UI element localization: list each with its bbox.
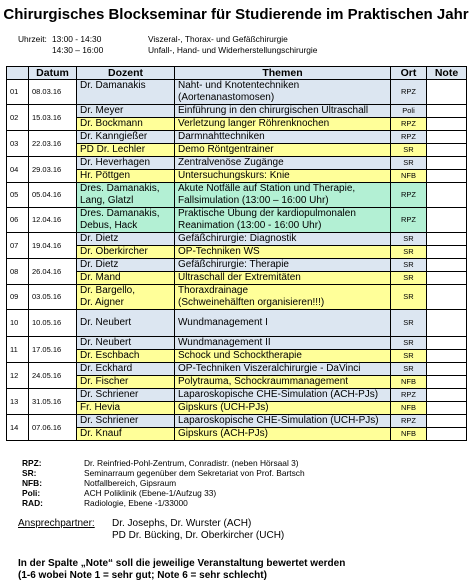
topic-text: Untersuchungskurs: Knie: [178, 170, 290, 181]
location-cell: RPZ: [391, 415, 427, 428]
table-row: [7, 415, 467, 428]
location-cell: SR: [391, 272, 427, 285]
topic-text: OP-Techniken Viszeralchirurgie - DaVinci: [178, 363, 361, 374]
legend-value: Dr. Reinfried-Pohl-Zentrum, Conradistr. (neben Hörsaal 3): [84, 458, 299, 468]
location-cell: NFB: [391, 428, 427, 441]
topic-text: Verletzung langer Röhrenknochen: [178, 118, 330, 129]
lecturer-cell: [77, 144, 175, 157]
lecturer-cell: [77, 208, 175, 233]
topic-cell: [175, 208, 391, 233]
topic-text: Einführung in den chirurgischen Ultraschall: [178, 105, 369, 116]
lecturer-cell: [77, 402, 175, 415]
lecturer-cell: [77, 157, 175, 170]
grade-cell[interactable]: [427, 415, 467, 428]
grade-cell[interactable]: [427, 118, 467, 131]
lecturer-cell: [77, 131, 175, 144]
topic-text: Ultraschall der Extremitäten: [178, 272, 301, 283]
lecturer-name: Dr. Schriener: [80, 415, 139, 426]
grade-cell[interactable]: [427, 428, 467, 441]
time-description: Unfall-, Hand- und Widerherstellungschirurgie: [148, 45, 318, 55]
table-row: [7, 259, 467, 272]
session-date: 07.06.16: [29, 415, 77, 441]
header-topics: Themen: [175, 67, 391, 80]
legend-key: SR:: [22, 468, 37, 478]
lecturer-name-line-2: Dr. Aigner: [80, 297, 124, 308]
topic-cell: [175, 157, 391, 170]
topic-cell: [175, 376, 391, 389]
grade-cell[interactable]: [427, 144, 467, 157]
session-date: 03.05.16: [29, 285, 77, 310]
grading-note-line-1: In der Spalte „Note“ soll die jeweilige Veranstaltung bewertet werden: [18, 558, 346, 569]
session-date: 15.03.16: [29, 105, 77, 131]
location-cell: SR: [391, 246, 427, 259]
table-row: [7, 337, 467, 350]
session-number: 02: [7, 105, 29, 131]
session-number: 01: [7, 80, 29, 105]
grade-cell[interactable]: [427, 259, 467, 272]
topic-cell: [175, 105, 391, 118]
location-cell: SR: [391, 233, 427, 246]
topic-text-line-2: Reanimation (13:00 - 16:00 Uhr): [178, 220, 322, 231]
topic-cell: [175, 183, 391, 208]
session-number: 11: [7, 337, 29, 363]
legend-key: NFB:: [22, 478, 43, 488]
lecturer-cell: [77, 350, 175, 363]
grade-cell[interactable]: [427, 105, 467, 118]
session-number: 04: [7, 157, 29, 183]
lecturer-cell: [77, 428, 175, 441]
topic-text: Gipskurs (ACH-PJs): [178, 428, 269, 439]
lecturer-cell: [77, 310, 175, 337]
session-number: 08: [7, 259, 29, 285]
legend-key: Poli:: [22, 488, 41, 498]
topic-cell: [175, 402, 391, 415]
lecturer-name: Fr. Hevia: [80, 402, 121, 413]
session-date: 12.04.16: [29, 208, 77, 233]
table-row: [7, 183, 467, 208]
lecturer-name: Dr. Meyer: [80, 105, 124, 116]
lecturer-name-line-2: Debus, Hack: [80, 220, 138, 231]
lecturer-name: Dr. Dietz: [80, 259, 119, 270]
table-row: [7, 310, 467, 337]
session-date: 24.05.16: [29, 363, 77, 389]
topic-text: Wundmanagement I: [178, 317, 268, 328]
lecturer-cell: [77, 363, 175, 376]
header-lecturer: Dozent: [77, 67, 175, 80]
grade-cell[interactable]: [427, 376, 467, 389]
location-cell: SR: [391, 337, 427, 350]
contact-line-2: PD Dr. Bücking, Dr. Oberkircher (UCH): [112, 530, 285, 541]
topic-cell: [175, 350, 391, 363]
topic-text: Laparoskopische CHE-Simulation (UCH-PJs): [178, 415, 379, 426]
lecturer-cell: [77, 183, 175, 208]
session-date: 10.05.16: [29, 310, 77, 337]
grade-cell[interactable]: [427, 402, 467, 415]
header-location: Ort: [391, 67, 427, 80]
location-cell: SR: [391, 310, 427, 337]
contact-label: Ansprechpartner:: [18, 518, 95, 529]
topic-cell: [175, 428, 391, 441]
table-row: [7, 131, 467, 144]
topic-cell: [175, 389, 391, 402]
location-cell: SR: [391, 285, 427, 310]
grade-cell[interactable]: [427, 337, 467, 350]
topic-text: Akute Notfälle auf Station und Therapie,: [178, 183, 356, 194]
location-cell: RPZ: [391, 118, 427, 131]
legend-key: RAD:: [22, 498, 43, 508]
topic-text: Laparoskopische CHE-Simulation (ACH-PJs): [178, 389, 379, 400]
lecturer-cell: [77, 389, 175, 402]
session-date: 29.03.16: [29, 157, 77, 183]
grade-cell[interactable]: [427, 310, 467, 337]
lecturer-name: Dr. Heverhagen: [80, 157, 151, 168]
session-number: 12: [7, 363, 29, 389]
time-range: 14:30 – 16:00: [52, 45, 104, 55]
lecturer-cell: [77, 80, 175, 105]
table-row: [7, 80, 467, 105]
topic-text-line-2: Fallsimulation (13:00 – 16:00 Uhr): [178, 195, 329, 206]
topic-cell: [175, 246, 391, 259]
grade-cell[interactable]: [427, 131, 467, 144]
topic-text: Schock und Schocktherapie: [178, 350, 302, 361]
lecturer-cell: [77, 337, 175, 350]
session-date: 31.05.16: [29, 389, 77, 415]
lecturer-name: Dr. Mand: [80, 272, 121, 283]
session-number: 05: [7, 183, 29, 208]
lecturer-name: Hr. Pöttgen: [80, 170, 131, 181]
lecturer-cell: [77, 233, 175, 246]
legend-key: RPZ:: [22, 458, 42, 468]
topic-cell: [175, 170, 391, 183]
location-cell: RPZ: [391, 183, 427, 208]
session-number: 10: [7, 310, 29, 337]
session-number: 09: [7, 285, 29, 310]
lecturer-name: Dres. Damanakis,: [80, 208, 160, 219]
table-row: [7, 105, 467, 118]
grade-cell[interactable]: [427, 363, 467, 376]
location-cell: Poli: [391, 105, 427, 118]
time-label: Uhrzeit:: [18, 34, 47, 44]
grade-cell[interactable]: [427, 157, 467, 170]
lecturer-name: Dr. Damanakis: [80, 80, 146, 91]
lecturer-cell: [77, 246, 175, 259]
lecturer-name: Dres. Damanakis,: [80, 183, 160, 194]
grade-cell[interactable]: [427, 285, 467, 310]
location-cell: NFB: [391, 170, 427, 183]
topic-cell: [175, 144, 391, 157]
header-grade: Note: [427, 67, 467, 80]
table-header-row: [7, 67, 467, 80]
topic-cell: [175, 233, 391, 246]
session-number: 14: [7, 415, 29, 441]
table-row: [7, 157, 467, 170]
session-number: 03: [7, 131, 29, 157]
location-cell: SR: [391, 259, 427, 272]
topic-cell: [175, 80, 391, 105]
legend-value: ACH Poliklinik (Ebene-1/Aufzug 33): [84, 488, 217, 498]
location-cell: NFB: [391, 376, 427, 389]
session-date: 17.05.16: [29, 337, 77, 363]
topic-text: Praktische Übung der kardiopulmonalen: [178, 208, 356, 219]
location-cell: SR: [391, 144, 427, 157]
location-cell: SR: [391, 157, 427, 170]
page-title: Chirurgisches Blockseminar für Studierende im Praktischen Jahr: [3, 6, 469, 23]
topic-text-line-2: (Aortenanastomosen): [178, 92, 275, 103]
topic-text: Demo Röntgentrainer: [178, 144, 274, 155]
schedule-table: [6, 66, 467, 441]
session-date: 19.04.16: [29, 233, 77, 259]
topic-text: OP-Techniken WS: [178, 246, 260, 257]
location-cell: NFB: [391, 402, 427, 415]
lecturer-name: Dr. Eschbach: [80, 350, 140, 361]
lecturer-cell: [77, 376, 175, 389]
topic-text: Darmnahttechniken: [178, 131, 265, 142]
session-number: 13: [7, 389, 29, 415]
lecturer-name: Dr. Eckhard: [80, 363, 133, 374]
grade-cell[interactable]: [427, 233, 467, 246]
topic-cell: [175, 118, 391, 131]
time-range: 13:00 - 14:30: [52, 34, 102, 44]
session-date: 05.04.16: [29, 183, 77, 208]
lecturer-name: Dr. Bockmann: [80, 118, 143, 129]
topic-text: Gipskurs (UCH-PJs): [178, 402, 269, 413]
topic-text-line-2: (Schweinehälften organisieren!!!): [178, 297, 325, 308]
lecturer-name: Dr. Schriener: [80, 389, 139, 400]
topic-cell: [175, 310, 391, 337]
topic-cell: [175, 285, 391, 310]
grade-cell[interactable]: [427, 183, 467, 208]
topic-text: Gefäßchirurgie: Therapie: [178, 259, 289, 270]
session-number: 07: [7, 233, 29, 259]
header-nr: [7, 67, 29, 80]
grade-cell[interactable]: [427, 80, 467, 105]
header-date: Datum: [29, 67, 77, 80]
topic-text: Naht- und Knotentechniken: [178, 80, 300, 91]
time-description: Viszeral-, Thorax- und Gefäßchirurgie: [148, 34, 288, 44]
table-row: [7, 233, 467, 246]
topic-text: Thoraxdrainage: [178, 285, 249, 296]
lecturer-cell: [77, 170, 175, 183]
grade-cell[interactable]: [427, 170, 467, 183]
grading-note: [18, 558, 345, 582]
session-date: 08.03.16: [29, 80, 77, 105]
table-row: [7, 363, 467, 376]
topic-text: Polytrauma, Schockraummanagement: [178, 376, 349, 387]
location-cell: RPZ: [391, 389, 427, 402]
table-row: [7, 285, 467, 310]
topic-cell: [175, 272, 391, 285]
lecturer-name: Dr. Bargello,: [80, 285, 136, 296]
lecturer-cell: [77, 285, 175, 310]
lecturer-name: Dr. Knauf: [80, 428, 122, 439]
lecturer-cell: [77, 259, 175, 272]
lecturer-name: Dr. Dietz: [80, 233, 119, 244]
lecturer-name: Dr. Oberkircher: [80, 246, 148, 257]
topic-text: Zentralvenöse Zugänge: [178, 157, 284, 168]
legend-value: Seminarraum gegenüber dem Sekretariat von Prof. Bartsch: [84, 468, 305, 478]
topic-text: Wundmanagement II: [178, 337, 271, 348]
location-cell: RPZ: [391, 80, 427, 105]
lecturer-name-line-2: Lang, Glatzl: [80, 195, 134, 206]
lecturer-name: PD Dr. Lechler: [80, 144, 146, 155]
session-date: 22.03.16: [29, 131, 77, 157]
topic-text: Gefäßchirurgie: Diagnostik: [178, 233, 297, 244]
lecturer-cell: [77, 105, 175, 118]
lecturer-name: Dr. Kanngießer: [80, 131, 148, 142]
lecturer-name: Dr. Fischer: [80, 376, 129, 387]
legend-value: Radiologie, Ebene -1/33000: [84, 498, 188, 508]
lecturer-cell: [77, 415, 175, 428]
location-cell: SR: [391, 363, 427, 376]
table-row: [7, 389, 467, 402]
session-number: 06: [7, 208, 29, 233]
topic-cell: [175, 131, 391, 144]
grade-cell[interactable]: [427, 272, 467, 285]
location-cell: SR: [391, 350, 427, 363]
topic-cell: [175, 337, 391, 350]
contact-line-1: Dr. Josephs, Dr. Wurster (ACH): [112, 518, 252, 529]
topic-cell: [175, 259, 391, 272]
topic-cell: [175, 363, 391, 376]
table-row: [7, 208, 467, 233]
location-cell: RPZ: [391, 131, 427, 144]
grade-cell[interactable]: [427, 246, 467, 259]
lecturer-name: Dr. Neubert: [80, 337, 132, 348]
lecturer-name: Dr. Neubert: [80, 317, 132, 328]
lecturer-cell: [77, 272, 175, 285]
session-date: 26.04.16: [29, 259, 77, 285]
grade-cell[interactable]: [427, 208, 467, 233]
topic-cell: [175, 415, 391, 428]
grade-cell[interactable]: [427, 389, 467, 402]
location-cell: RPZ: [391, 208, 427, 233]
grade-cell[interactable]: [427, 350, 467, 363]
lecturer-cell: [77, 118, 175, 131]
grading-note-line-2: (1-6 wobei Note 1 = sehr gut; Note 6 = sehr schlecht): [18, 570, 267, 581]
legend-value: Notfallbereich, Gipsraum: [84, 478, 177, 488]
